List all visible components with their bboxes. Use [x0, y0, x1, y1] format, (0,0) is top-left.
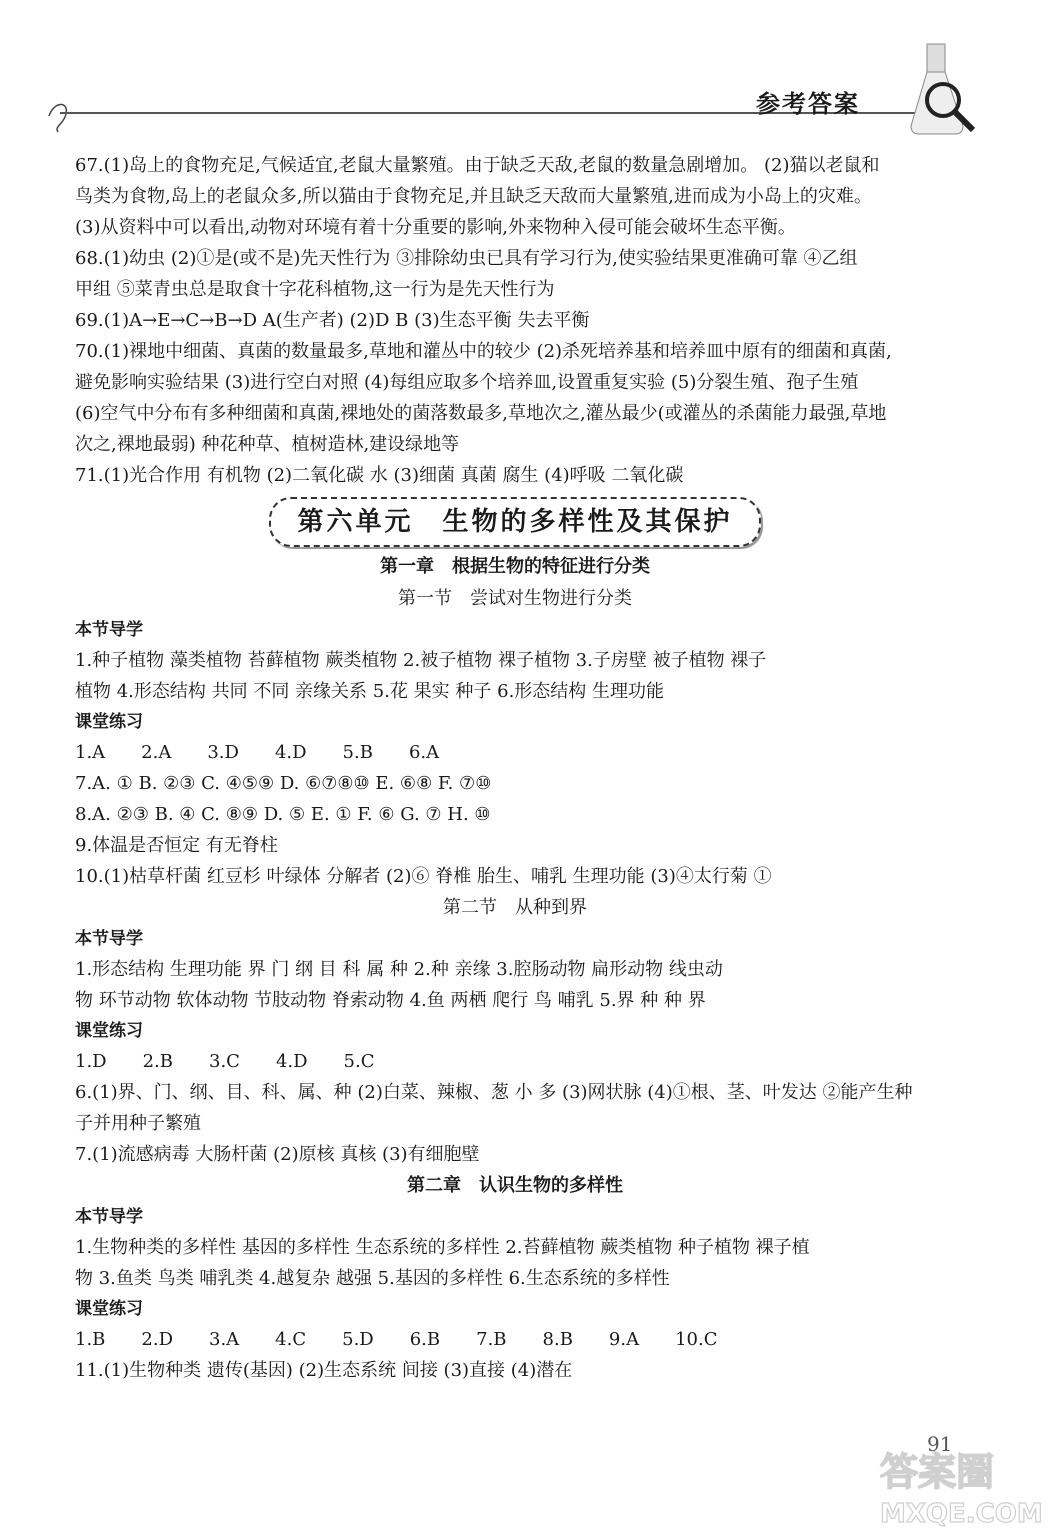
q70-line-1: 70.(1)裸地中细菌、真菌的数量最多,草地和灌丛中的较少 (2)杀死培养基和培养皿中原有的细菌和真菌,: [75, 341, 892, 362]
svg-text:MXQE.COM: MXQE.COM: [880, 1499, 1043, 1529]
chapter-1-title: 第一章 根据生物的特征进行分类: [380, 556, 650, 577]
section-1-practice-line-2: 7.A. ① B. ②③ C. ④⑤⑨ D. ⑥⑦⑧⑩ E. ⑥⑧ F. ⑦⑩: [75, 773, 492, 794]
section-2-practice-line-4: 7.(1)流感病毒 大肠杆菌 (2)原核 真核 (3)有细胞壁: [75, 1144, 480, 1165]
section-2-practice-label: 课堂练习: [75, 1021, 143, 1041]
chapter-2-guide-line-2: 物 3.鱼类 鸟类 哺乳类 4.越复杂 越强 5.基因的多样性 6.生态系统的多样性: [75, 1268, 670, 1289]
q71-line-1: 71.(1)光合作用 有机物 (2)二氧化碳 水 (3)细菌 真菌 腐生 (4)呼吸 二氧化碳: [75, 465, 684, 486]
q70-line-3: (6)空气中分布有多种细菌和真菌,裸地处的菌落数最多,草地次之,灌丛最少(或灌丛的杀菌能力最强,草地: [75, 403, 887, 424]
section-1-guide-line-2: 植物 4.形态结构 共同 不同 亲缘关系 5.花 果实 种子 6.形态结构 生理功能: [75, 681, 665, 702]
chapter-2-practice-label: 课堂练习: [75, 1299, 143, 1319]
section-1-practice-line-4: 9.体温是否恒定 有无脊柱: [75, 835, 278, 856]
page-number: 91: [927, 1432, 953, 1456]
header-curl-ornament: [44, 96, 84, 136]
q68-line-2: 甲组 ⑤菜青虫总是取食十字花科植物,这一行为是先天性行为: [75, 279, 555, 300]
section-2-guide-line-1: 1.形态结构 生理功能 界 门 纲 目 科 属 种 2.种 亲缘 3.腔肠动物 扁形动物 线虫动: [75, 959, 723, 980]
page-content: [75, 150, 955, 1386]
chapter-2-guide-label: 本节导学: [75, 1207, 143, 1227]
q70-line-2: 避免影响实验结果 (3)进行空白对照 (4)每组应取多个培养皿,设置重复实验 (5)分裂生殖、孢子生殖: [75, 372, 859, 393]
section-1-practice-line-1: 1.A 2.A 3.D 4.D 5.B 6.A: [75, 742, 440, 763]
section-2-guide-label: 本节导学: [75, 929, 143, 949]
section-1-practice-line-5: 10.(1)枯草杆菌 红豆杉 叶绿体 分解者 (2)⑥ 脊椎 胎生、哺乳 生理功能 (3)④太行菊 ①: [75, 866, 772, 887]
chapter-2-practice-line-1: 1.B 2.D 3.A 4.C 5.D 6.B 7.B 8.B 9.A 10.C: [75, 1329, 718, 1350]
unit-banner-wrap: [75, 497, 955, 547]
q69-line-1: 69.(1)A→E→C→B→D A(生产者) (2)D B (3)生态平衡 失去平衡: [75, 310, 590, 331]
section-1-practice-line-3: 8.A. ②③ B. ④ C. ⑧⑨ D. ⑤ E. ① F. ⑥ G. ⑦ H. ⑩: [75, 804, 491, 825]
chapter-2-practice-line-2: 11.(1)生物种类 遗传(基因) (2)生态系统 间接 (3)直接 (4)潜在: [75, 1360, 573, 1381]
q67-line-3: (3)从资料中可以看出,动物对环境有着十分重要的影响,外来物种入侵可能会破坏生态平衡。: [75, 217, 796, 238]
section-2-title: 第二节 从种到界: [443, 897, 587, 918]
section-1-guide-line-1: 1.种子植物 藻类植物 苔藓植物 蕨类植物 2.被子植物 裸子植物 3.子房壁 被子植物 裸子: [75, 650, 767, 671]
q68-line-1: 68.(1)幼虫 (2)①是(或不是)先天性行为 ③排除幼虫已具有学习行为,使实验结果更准确可靠 ④乙组: [75, 248, 858, 269]
section-1-guide-label: 本节导学: [75, 620, 143, 640]
q70-line-4: 次之,裸地最弱) 种花种草、植树造林,建设绿地等: [75, 434, 460, 455]
section-2-practice-line-1: 1.D 2.B 3.C 4.D 5.C: [75, 1051, 375, 1072]
page-header: [0, 0, 1051, 150]
svg-text:答案圈: 答案圈: [880, 1450, 995, 1494]
flask-magnifier-icon: [905, 40, 985, 140]
q67-line-1: 67.(1)岛上的食物充足,气候适宜,老鼠大量繁殖。由于缺乏天敌,老鼠的数量急剧增加。 (2)猫以老鼠和: [75, 155, 880, 176]
section-1-practice-label: 课堂练习: [75, 712, 143, 732]
header-title: 参考答案: [756, 89, 860, 118]
answers-top: [75, 150, 955, 491]
watermark-logo: [870, 1440, 1045, 1530]
section-2-practice-line-2: 6.(1)界、门、纲、目、科、属、种 (2)白菜、辣椒、葱 小 多 (3)网状脉 (4)①根、茎、叶发达 ②能产生种: [75, 1082, 913, 1103]
chapter-2-title: 第二章 认识生物的多样性: [407, 1175, 623, 1196]
chapter-2-guide-line-1: 1.生物种类的多样性 基因的多样性 生态系统的多样性 2.苔藓植物 蕨类植物 种子植物 裸子植: [75, 1237, 810, 1258]
section-2-guide-line-2: 物 环节动物 软体动物 节肢动物 脊索动物 4.鱼 两栖 爬行 鸟 哺乳 5.界 种 种 界: [75, 990, 706, 1011]
section-1-title: 第一节 尝试对生物进行分类: [398, 588, 632, 609]
section-2-practice-line-3: 子并用种子繁殖: [75, 1113, 201, 1134]
q67-line-2: 鸟类为食物,岛上的老鼠众多,所以猫由于食物充足,并且缺乏天敌而大量繁殖,进而成为小岛上的灾难。: [75, 186, 872, 207]
unit-banner: 第六单元 生物的多样性及其保护: [269, 497, 760, 547]
